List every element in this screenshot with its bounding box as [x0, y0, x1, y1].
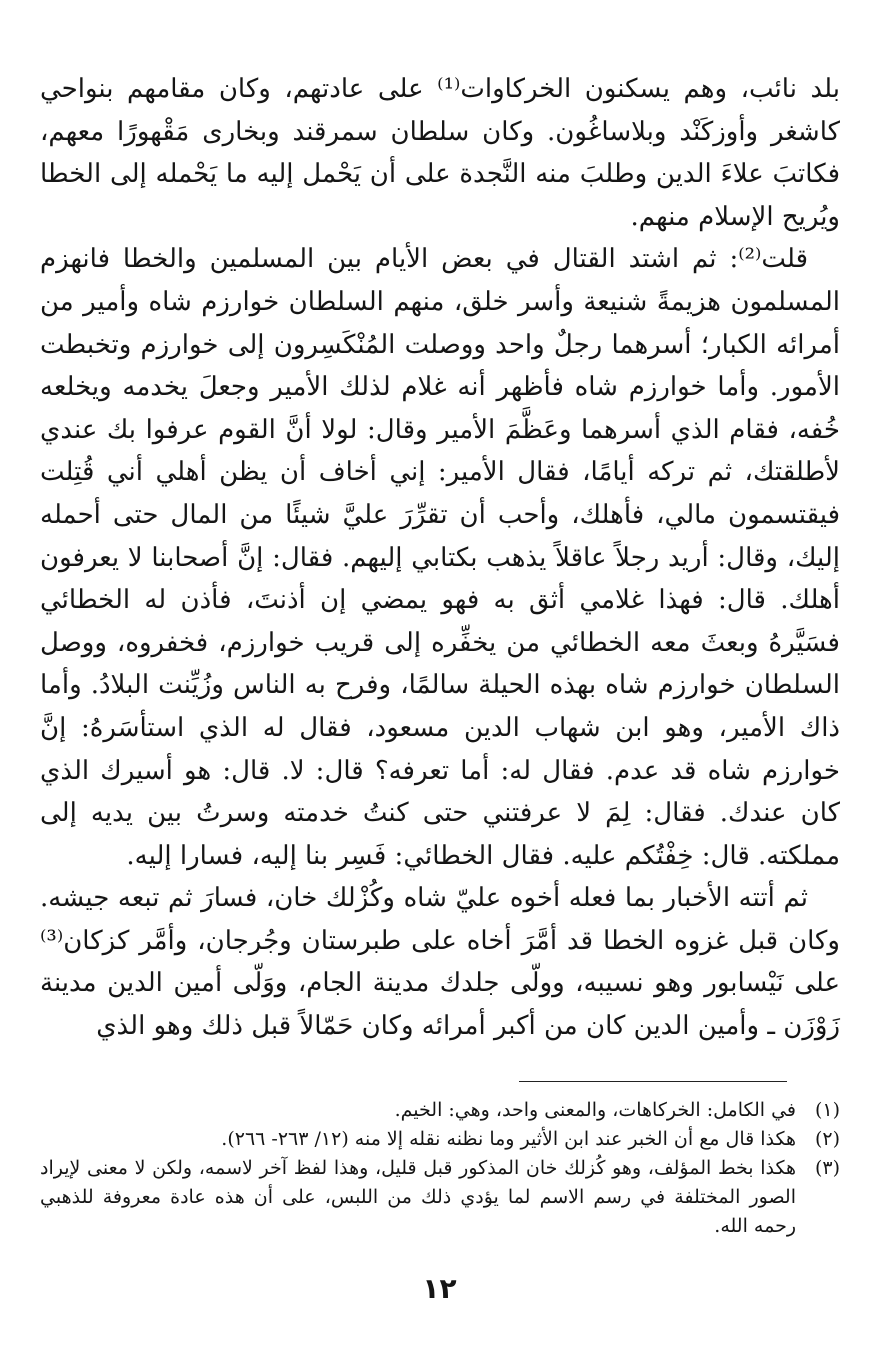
paragraph: قلت⁽²⁾: ثم اشتد القتال في بعض الأيام بين المسلمين والخطا فانهزم المسلمون هزيمةً شنيعة وأسر خلق، منهم السلطان خوارزم شاه وأمير من أمرائه الكبار؛ أسرهما رجلٌ واحد ووصلت المُنْكَسِرون إلى خوارزم وتخبطت الأمور. وأما خوارزم شاه فأظهر أنه غلام لذلك الأمير وجعلَ يخدمه ويخلعه خُفه، فقام الذي أسرهما وعَظَّمَ الأمير وقال: لولا أنَّ القوم عرفوا بك عندي لأطلقتك، ثم تركه أيامًا، فقال الأمير: إني أخاف أن يظن أهلي أني قُتِلت فيقتسمون مالي، فأهلك، وأحب أن تقرِّرَ عليَّ شيئًا من المال حتى أحمله إليك، وقال: أريد رجلاً عاقلاً يذهب بكتابي إليهم. فقال: إنَّ أصحابنا لا يعرفون أهلك. قال: فهذا غلامي أثق به فهو يمضي إن أذنتَ، فأذن له الخطائي فسَيَّرهُ وبعثَ معه الخطائي من يخفِّره إلى قريب خوارزم، فخفروه، ووصل السلطان خوارزم شاه بهذه الحيلة سالمًا، وفرح به الناس وزُيِّنت البلادُ. وأما ذاك الأمير، وهو ابن شهاب الدين مسعود، فقال له الذي استأسَرهُ: إنَّ خوارزم شاه قد عدم. فقال له: أما تعرفه؟ قال: لا. قال: هو أسيرك الذي كان عندك. فقال: لِمَ لا عرفتني حتى كنتُ خدمته وسرتُ بين يديه إلى مملكته. قال: خِفْتُكم عليه. فقال الخطائي: فَسِر بنا إليه، فسارا إليه.: [40, 244, 840, 871]
footnote: [40, 1125, 840, 1154]
footnote-text: هكذا قال مع أن الخبر عند ابن الأثير وما نظنه نقله إلا منه (١٢/ ٢٦٣- ٢٦٦).: [221, 1128, 796, 1150]
footnote-number: (٣): [814, 1157, 840, 1179]
paragraph: بلد نائب، وهم يسكنون الخركاوات⁽¹⁾ على عادتهم، وكان مقامهم بنواحي كاشغر وأوزكَنْد وبلاساغُون. وكان سلطان سمرقند وبخارى مَقْهورًا معهم، فكاتبَ علاءَ الدين وطلبَ منه النَّجدة على أن يَحْمل إليه ما يَحْمله إلى الخطا ويُريح الإسلام منهم.: [40, 74, 840, 232]
footnote: [40, 1154, 840, 1241]
footnote-text: هكذا بخط المؤلف، وهو كُزلك خان المذكور قبل قليل، وهذا لفظ آخر لاسمه، ولكن لا معنى لإيراد الصور المختلفة في رسم الاسم لما يؤدي ذلك من اللبس، على أن هذه عادة معروفة للذهبي رحمه الله.: [40, 1157, 796, 1237]
footnotes: [40, 1096, 840, 1241]
main-text: [40, 68, 840, 1048]
footnote: [40, 1096, 840, 1125]
footnote-separator: [519, 1081, 787, 1082]
page-number: ١٢: [422, 1272, 457, 1305]
footnote-text: في الكامل: الخركاهات، والمعنى واحد، وهي: الخيم.: [394, 1099, 796, 1121]
footnote-number: (١): [814, 1099, 840, 1121]
paragraph: ثم أتته الأخبار بما فعله أخوه عليّ شاه وكُزْلك خان، فسارَ ثم تبعه جيشه. وكان قبل غزوه الخطا قد أمَّرَ أخاه على طبرستان وجُرجان، وأمَّر كزكان⁽³⁾ على نَيْسابور وهو نسيبه، وولّى جلدك مدينة الجام، ووَلّى أمين الدين مدينة زَوْزَن ـ وأمين الدين كان من أكبر أمرائه وكان حَمّالاً قبل ذلك وهو الذي: [40, 883, 840, 1042]
footnote-number: (٢): [814, 1128, 840, 1150]
